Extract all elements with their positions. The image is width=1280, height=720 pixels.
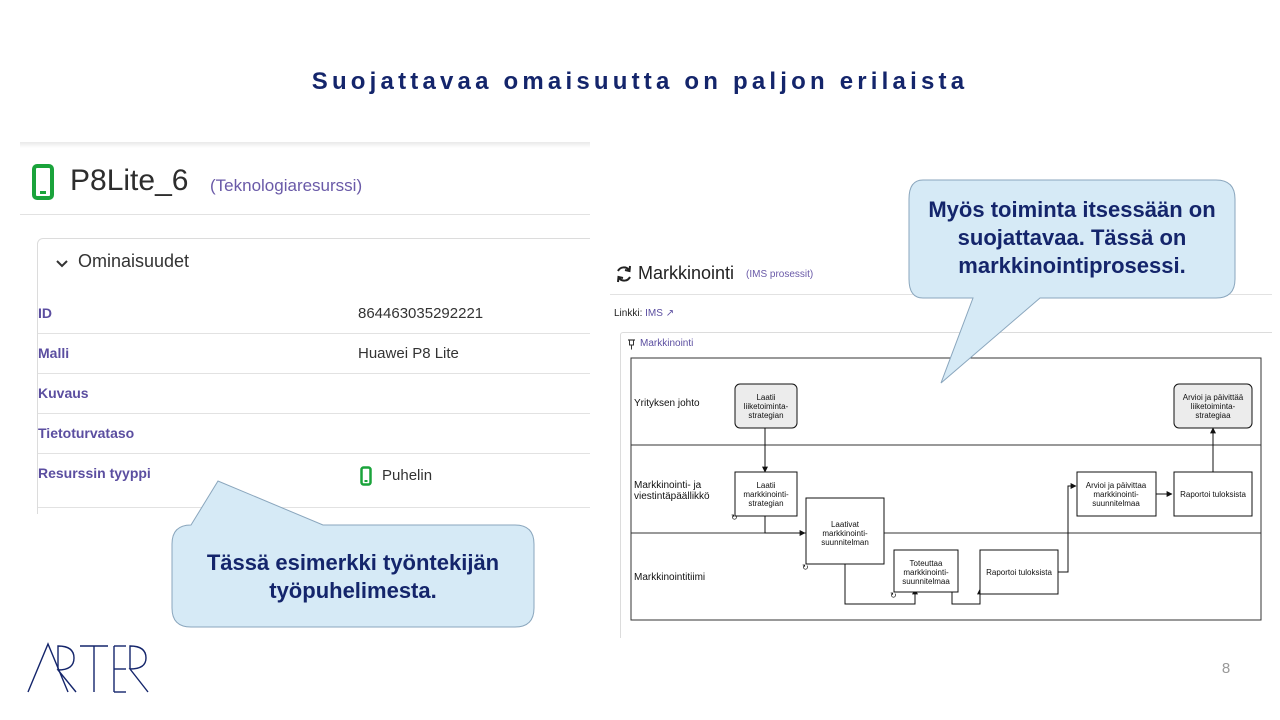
task-box bbox=[1174, 472, 1252, 516]
page-number: 8 bbox=[1221, 660, 1231, 677]
task-text: Arvioi ja päivittää bbox=[1182, 393, 1244, 402]
property-row-kuvaus bbox=[38, 373, 590, 414]
task-box bbox=[735, 384, 797, 428]
lane-label bbox=[634, 480, 702, 491]
property-value: 864463035292221 bbox=[358, 305, 484, 322]
task-text: strategiaa bbox=[1195, 411, 1231, 420]
task-box bbox=[735, 472, 797, 516]
callout-process bbox=[905, 176, 1241, 391]
ims-link[interactable]: IMS bbox=[645, 308, 663, 319]
arter-logo bbox=[26, 642, 150, 694]
slide-title: Suojattavaa omaisuutta on paljon erilaista bbox=[311, 68, 969, 95]
property-value: Puhelin bbox=[382, 467, 433, 484]
task-text: Laatii bbox=[756, 481, 776, 490]
resource-type-link[interactable]: (Teknologiaresurssi) bbox=[210, 176, 363, 195]
callout-phone bbox=[168, 475, 538, 633]
callout-line: Tässä esimerkki työntekijän bbox=[206, 550, 500, 575]
property-row-tietoturvataso bbox=[38, 413, 590, 454]
property-label: Malli bbox=[38, 345, 70, 361]
task-text: Laativat bbox=[830, 520, 860, 529]
phone-icon bbox=[32, 164, 54, 200]
property-label: Tietoturvataso bbox=[38, 425, 135, 441]
task-text: Raportoi tuloksista bbox=[986, 568, 1052, 577]
callout-line: Myös toiminta itsessään on bbox=[928, 197, 1216, 222]
chevron-down-icon[interactable] bbox=[52, 253, 72, 273]
flow-edge bbox=[1058, 486, 1076, 572]
task-box bbox=[894, 550, 958, 592]
task-text: strategian bbox=[748, 411, 784, 420]
property-row-malli bbox=[38, 333, 590, 374]
task-text: markkinointi- bbox=[903, 568, 949, 577]
lane-label: Yrityksen johto bbox=[634, 398, 700, 409]
lane-label: Markkinointitiimi bbox=[634, 572, 706, 583]
callout-line: markkinointiprosessi. bbox=[958, 253, 1186, 278]
task-text: Raportoi tuloksista bbox=[1180, 490, 1246, 499]
task-text: Arvioi ja päivittaa bbox=[1085, 481, 1147, 490]
task-text: markkinointi- bbox=[822, 529, 868, 538]
property-label: Resurssin tyyppi bbox=[38, 465, 151, 481]
task-text: suunnitelman bbox=[821, 538, 869, 547]
task-box bbox=[1077, 472, 1156, 516]
loop-marker-icon: ↻ bbox=[802, 563, 809, 572]
lane-label-line: Markkinointi- ja bbox=[634, 480, 702, 491]
panel-title[interactable]: Ominaisuudet bbox=[78, 251, 190, 271]
task-text: liiketoiminta- bbox=[743, 402, 789, 411]
link-label: Linkki: bbox=[614, 308, 643, 319]
process-name: Markkinointi bbox=[638, 263, 735, 283]
external-link-icon[interactable]: ↗ bbox=[665, 308, 675, 319]
task-text: markkinointi- bbox=[1093, 490, 1139, 499]
diagram-title[interactable]: Markkinointi bbox=[640, 338, 694, 349]
property-label: Kuvaus bbox=[38, 385, 89, 401]
process-type-link[interactable]: (IMS prosessit) bbox=[746, 269, 814, 280]
task-text: suunnitelmaa bbox=[902, 577, 950, 586]
task-text: liiketoiminta- bbox=[1190, 402, 1236, 411]
resource-name: P8Lite_6 bbox=[70, 164, 189, 197]
callout-line: työpuhelimesta. bbox=[269, 578, 437, 603]
task-text: suunnitelmaa bbox=[1092, 499, 1140, 508]
resource-screenshot bbox=[20, 142, 590, 514]
lane-label-line: viestintäpäällikkö bbox=[634, 491, 710, 502]
loop-marker-icon: ↻ bbox=[731, 513, 738, 522]
callout-line: suojattavaa. Tässä on bbox=[957, 225, 1187, 250]
task-box bbox=[980, 550, 1058, 594]
task-text: strategian bbox=[748, 499, 784, 508]
task-text: Laatii bbox=[756, 393, 776, 402]
resource-header bbox=[20, 150, 590, 215]
loop-marker-icon: ↻ bbox=[890, 591, 897, 600]
property-row-id bbox=[38, 293, 590, 334]
task-box bbox=[806, 498, 884, 564]
task-text: Toteuttaa bbox=[909, 559, 943, 568]
flow-edge bbox=[765, 516, 805, 533]
task-text: markkinointi- bbox=[743, 490, 789, 499]
property-label: ID bbox=[38, 305, 52, 321]
property-value: Huawei P8 Lite bbox=[358, 345, 459, 362]
top-shadow bbox=[20, 142, 590, 148]
